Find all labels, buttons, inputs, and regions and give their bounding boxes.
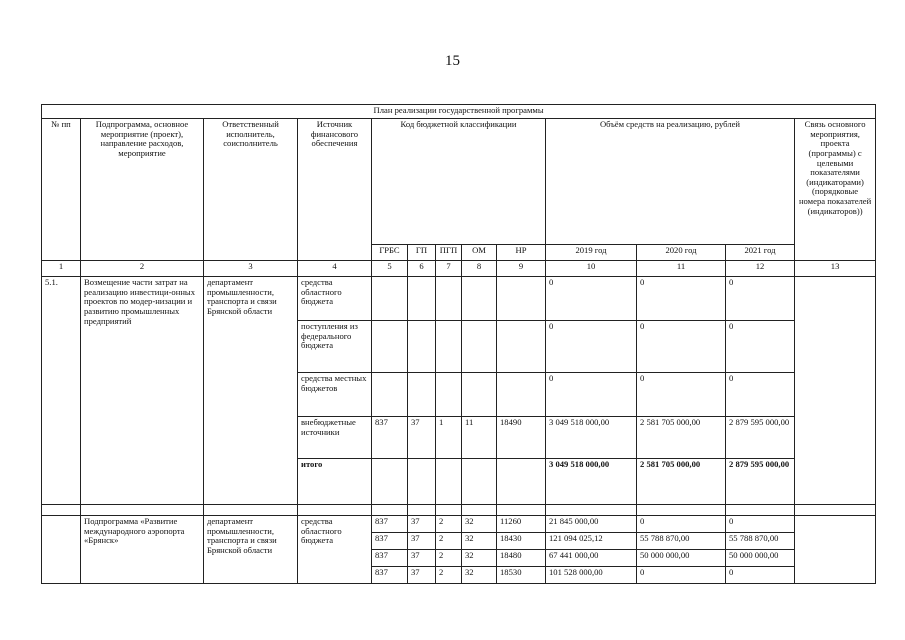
header-2021: 2021 год [726,245,795,261]
amount-2021: 0 [726,516,795,533]
header-grbs: ГРБС [372,245,408,261]
om-cell [462,321,497,373]
om-cell: 32 [462,567,497,584]
gp-cell [408,277,436,321]
grbs-cell: 837 [372,533,408,550]
header-2019: 2019 год [546,245,637,261]
om-cell: 32 [462,550,497,567]
source-cell: итого [298,459,372,505]
header-volume: Объём средств на реализацию, рублей [546,119,795,245]
header-budget-code: Код бюджетной классификации [372,119,546,245]
program-plan-table [41,104,876,584]
om-cell [462,459,497,505]
pgp-cell [436,321,462,373]
amount-2019: 0 [546,373,637,417]
np-cell: 18430 [497,533,546,550]
col-number: 13 [795,261,876,277]
header-responsible: Ответственный исполнитель, соисполнитель [204,119,298,261]
np-cell: 11260 [497,516,546,533]
amount-2020: 0 [637,373,726,417]
section2-responsible: департамент промышленности, транспорта и связи Брянской области [204,516,298,584]
pgp-cell: 2 [436,550,462,567]
gp-cell [408,459,436,505]
grbs-cell: 837 [372,567,408,584]
gp-cell [408,373,436,417]
amount-2020: 0 [637,321,726,373]
np-cell [497,373,546,417]
col-number: 6 [408,261,436,277]
section1-name: Возмещение части затрат на реализацию инвестици-онных проектов по модер-низации и развитию промышленных предприятий [81,277,204,505]
grbs-cell [372,277,408,321]
pgp-cell: 2 [436,533,462,550]
gp-cell: 37 [408,417,436,459]
col-number: 4 [298,261,372,277]
link-cell [795,277,876,505]
col-number: 11 [637,261,726,277]
np-cell: 18480 [497,550,546,567]
amount-2019: 0 [546,277,637,321]
spacer-row [42,505,876,516]
grbs-cell [372,373,408,417]
pgp-cell: 2 [436,567,462,584]
amount-2020: 2 581 705 000,00 [637,459,726,505]
col-number: 9 [497,261,546,277]
om-cell: 11 [462,417,497,459]
amount-2019: 67 441 000,00 [546,550,637,567]
section2-name: Подпрограмма «Развитие международного аэропорта «Брянск» [81,516,204,584]
gp-cell: 37 [408,567,436,584]
section2-source: средства областного бюджета [298,516,372,584]
source-cell: внебюджетные источники [298,417,372,459]
amount-2021: 0 [726,567,795,584]
col-number: 8 [462,261,497,277]
col-number: 5 [372,261,408,277]
pgp-cell: 1 [436,417,462,459]
table-row [42,277,876,321]
header-np: НР [497,245,546,261]
header-subprogram: Подпрограмма, основное мероприятие (проект), направление расходов, мероприятие [81,119,204,261]
np-cell: 18490 [497,417,546,459]
pgp-cell [436,459,462,505]
amount-2019: 3 049 518 000,00 [546,459,637,505]
gp-cell: 37 [408,516,436,533]
amount-2021: 2 879 595 000,00 [726,459,795,505]
amount-2021: 0 [726,277,795,321]
section2-num [42,516,81,584]
col-number: 1 [42,261,81,277]
np-cell [497,321,546,373]
grbs-cell [372,459,408,505]
grbs-cell: 837 [372,550,408,567]
om-cell [462,277,497,321]
grbs-cell: 837 [372,516,408,533]
source-cell: поступления из федерального бюджета [298,321,372,373]
pgp-cell: 2 [436,516,462,533]
om-cell [462,373,497,417]
header-num: № пп [42,119,81,261]
np-cell: 18530 [497,567,546,584]
amount-2021: 50 000 000,00 [726,550,795,567]
column-numbers-row [42,261,876,277]
header-pgp: ПГП [436,245,462,261]
grbs-cell: 837 [372,417,408,459]
amount-2020: 0 [637,567,726,584]
amount-2019: 121 094 025,12 [546,533,637,550]
amount-2019: 3 049 518 000,00 [546,417,637,459]
np-cell [497,277,546,321]
om-cell: 32 [462,516,497,533]
link-cell [795,516,876,584]
pgp-cell [436,373,462,417]
col-number: 3 [204,261,298,277]
col-number: 7 [436,261,462,277]
col-number: 10 [546,261,637,277]
amount-2019: 21 845 000,00 [546,516,637,533]
amount-2020: 2 581 705 000,00 [637,417,726,459]
header-2020: 2020 год [637,245,726,261]
header-source: Источник финансового обеспечения [298,119,372,261]
np-cell [497,459,546,505]
col-number: 2 [81,261,204,277]
gp-cell: 37 [408,533,436,550]
header-gp: ГП [408,245,436,261]
source-cell: средства местных бюджетов [298,373,372,417]
col-number: 12 [726,261,795,277]
table-title: План реализации государственной программы [42,105,876,119]
pgp-cell [436,277,462,321]
amount-2021: 0 [726,373,795,417]
amount-2020: 0 [637,277,726,321]
amount-2019: 0 [546,321,637,373]
om-cell: 32 [462,533,497,550]
amount-2020: 55 788 870,00 [637,533,726,550]
amount-2021: 0 [726,321,795,373]
gp-cell: 37 [408,550,436,567]
amount-2021: 55 788 870,00 [726,533,795,550]
header-om: ОМ [462,245,497,261]
section1-num: 5.1. [42,277,81,505]
header-link: Связь основного мероприятия, проекта (программы) с целевыми показателями (индикаторами) (порядковые номера показателей (индикаторов)) [795,119,876,261]
page-number: 15 [445,53,460,69]
table-row [42,516,876,533]
amount-2021: 2 879 595 000,00 [726,417,795,459]
amount-2020: 0 [637,516,726,533]
amount-2020: 50 000 000,00 [637,550,726,567]
grbs-cell [372,321,408,373]
section1-responsible: департамент промышленности, транспорта и связи Брянской области [204,277,298,505]
source-cell: средства областного бюджета [298,277,372,321]
amount-2019: 101 528 000,00 [546,567,637,584]
gp-cell [408,321,436,373]
